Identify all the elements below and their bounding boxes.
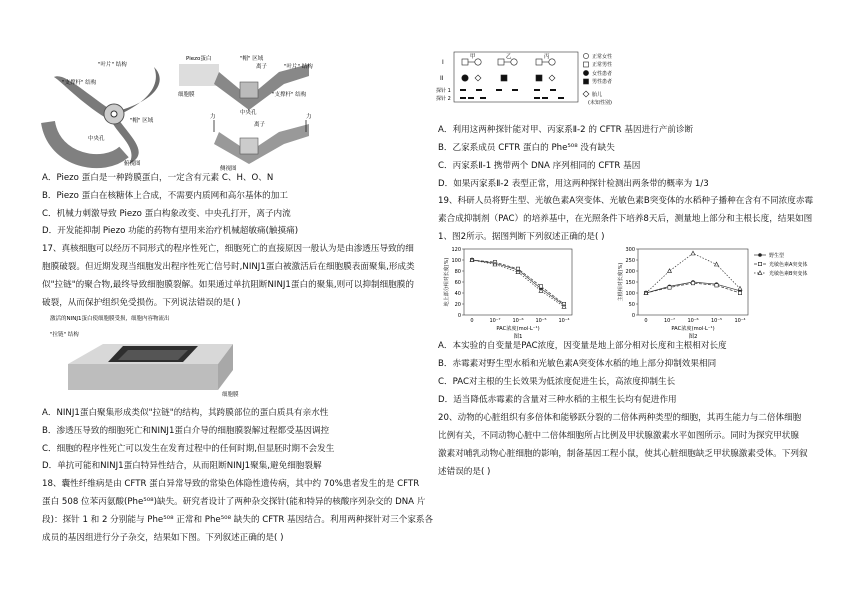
q17-option-a: A．NINJ1蛋白聚集形成类似"拉链"的结构，其跨膜部位的蛋白质具有亲水性: [42, 408, 329, 418]
q20-stem-2: 比例有关，不同动物心脏中二倍体细胞所占比例及甲状腺激素水平如图所示。同时为探究甲状腺: [438, 431, 799, 441]
legend-normal-male: 正常男性: [592, 62, 613, 68]
q17-stem-3: 似"拉链"的聚合物,最终导致细胞膜裂解。如果通过单抗阻断NINJ1蛋白的聚集,则可以抑制细胞膜的: [42, 280, 414, 290]
legend-marker: [758, 253, 762, 257]
legend-normal-female: 正常女性: [592, 54, 613, 60]
fig-label-ion: 离子: [256, 64, 268, 70]
series-line: [472, 260, 564, 305]
q19-stem-2: 素合成抑制剂（PAC）的培养基中，在光照条件下培养8天后，测量地上部分和主根长度，结果如图: [438, 214, 813, 224]
q18-stem-1: 18、囊性纤维病是由 CFTR 蛋白异常导致的常染色体隐性遗传病，其中约 70%患者发生的是 CFTR: [42, 479, 420, 489]
ninj1-membrane-label: 细胞膜: [222, 392, 239, 398]
q17-stem-1: 17、真核细胞可以经历不同形式的程序性死亡，细胞死亡的直接原因一般认为是由渗透压导致的细: [42, 244, 414, 254]
gen-label-1: I: [442, 59, 444, 66]
y-tick-label: 250: [625, 257, 635, 264]
fig-label-hat-top: "帽" 区域: [240, 56, 264, 62]
fig-label-force: 力: [210, 114, 216, 120]
fig-label-leaf2: "叶片" 结构: [284, 64, 313, 70]
chart-title: 图2: [688, 334, 698, 340]
data-point: [539, 285, 542, 288]
q20-stem-3: 激素对哺乳动物心脏细胞的影响，制备基因工程小鼠，使其心脏细胞缺乏甲状腺激素受体。下列叙: [438, 449, 808, 459]
fig-label-topview: 俯视图: [124, 161, 141, 167]
fig-label-pore2: 中央孔: [240, 110, 257, 116]
y-tick-label: 300: [625, 246, 635, 253]
x-tick-label: 10⁻⁶: [687, 318, 699, 324]
family-b: 乙: [506, 54, 512, 60]
x-tick-label: 10⁻⁴: [558, 318, 570, 324]
y-axis-label: 地上部分相对长度(%): [444, 257, 450, 307]
pedigree-figure: [438, 50, 628, 110]
legend-affected-female: 女性患者: [592, 71, 613, 77]
ninj1-zipper-label: "拉链" 结构: [50, 332, 79, 338]
data-point: [691, 281, 694, 284]
x-tick-label: 10⁻⁷: [489, 318, 501, 324]
y-tick-label: 100: [625, 290, 635, 297]
probe-bands: [460, 89, 564, 99]
x-tick-label: 10⁻⁶: [512, 318, 524, 324]
pedigree-gen2: [462, 75, 555, 81]
q18-option-c: C．丙家系Ⅱ-1 携带两个 DNA 序列相同的 CFTR 基因: [438, 161, 641, 171]
piezo-side-view-top: [179, 64, 309, 110]
q18-option-d: D．如果丙家系Ⅱ-2 表型正常，用这两种探针检测出两条带的概率为 1/3: [438, 179, 709, 189]
fig-label-force2: 力: [306, 114, 312, 120]
fig-label-hat: "帽" 区域: [130, 118, 154, 124]
y-tick-label: 40: [454, 290, 461, 297]
data-point: [738, 291, 741, 294]
y-tick-label: 50: [628, 301, 635, 308]
q16-option-a: A．Piezo 蛋白是一种跨膜蛋白，一定含有元素 C、H、O、N: [42, 173, 274, 183]
y-tick-label: 0: [631, 312, 635, 319]
q17-option-c: C．细胞的程序性死亡可以发生在发育过程中的任何时期,但显胚时期不会发生: [42, 444, 335, 454]
legend-entry: 光敏色素B突变体: [769, 270, 808, 277]
x-tick-label: 10⁻⁴: [734, 318, 746, 324]
q17-option-b: B．渗透压导致的细胞死亡和NINJ1蛋白介导的细胞膜裂解过程都受基因调控: [42, 426, 330, 436]
membrane-bilayer: [68, 344, 233, 390]
q18-option-b: B．乙家系成员 CFTR 蛋白的 Phe⁵⁰⁸ 没有缺失: [438, 143, 615, 153]
family-c: 丙: [544, 54, 550, 60]
q19-option-a: A．本实验的自变量是PAC浓度，因变量是地上部分相对长度和主根相对长度: [438, 341, 727, 351]
x-tick-label: 10⁻⁵: [710, 318, 723, 324]
q16-option-c: C．机械力刺激导致 Piezo 蛋白构象改变、中央孔打开，离子内流: [42, 209, 291, 219]
plot-frame: [464, 249, 572, 315]
ninj1-figure: [48, 312, 248, 402]
q19-stem-1: 19、科研人员将野生型、光敏色素A突变体、光敏色素B突变体的水稻种子播种在含有不同浓度赤霉: [438, 196, 814, 206]
q18-stem-3: 段)：探针 1 和 2 分别能与 Phe⁵⁰⁸ 正常和 Phe⁵⁰⁸ 缺失的 CFTR 基因结合。利用两种探针对三个家系各: [42, 515, 434, 525]
gen-label-2: II: [440, 75, 444, 82]
q18-option-a: A．利用这两种探针能对甲、丙家系Ⅱ-2 的 CFTR 基因进行产前诊断: [438, 125, 694, 135]
piezo-figure: [44, 52, 334, 172]
legend-entry: 野生型: [769, 252, 785, 259]
y-tick-label: 80: [454, 268, 461, 275]
legend-fetus: 胎儿: [592, 92, 603, 98]
x-axis-label: PAC浓度(mol·L⁻¹): [671, 326, 715, 332]
fig-label-membrane: 细胞膜: [178, 92, 195, 98]
q17-stem-4: 破裂，从而保护组织免受损伤。下列说法错误的是( ): [42, 298, 241, 308]
y-tick-label: 60: [454, 279, 461, 286]
y-tick-label: 0: [457, 312, 461, 319]
x-tick-label: 0: [470, 318, 474, 324]
y-tick-label: 150: [625, 279, 635, 286]
data-point: [668, 269, 672, 273]
q19-option-c: C．PAC对主根的生长效果为低浓度促进生长，高浓度抑制生长: [438, 377, 676, 387]
x-tick-label: 10⁻⁷: [663, 318, 676, 324]
ninj1-caption: 激活的NINJ1蛋白使细胞膜受损，细胞内容物流出: [50, 316, 170, 322]
probe-2-label: 探针 2: [436, 96, 451, 102]
data-point: [738, 286, 742, 290]
x-axis-label: PAC浓度(mol·L⁻¹): [496, 326, 540, 332]
y-tick-label: 200: [625, 268, 635, 275]
family-a: 甲: [470, 54, 476, 60]
probe-1-label: 探针 1: [436, 88, 451, 94]
q19-option-d: D．适当降低赤霉素的含量对三种水稻的主根生长均有促进作用: [438, 395, 677, 405]
q20-stem-4: 述错误的是( ): [438, 467, 491, 477]
data-point: [691, 251, 695, 255]
fig-label-pore: 中央孔: [88, 136, 105, 142]
series-line: [472, 260, 564, 304]
q18-stem-4: 成员的基因组进行分子杂交，结果如下图。下列叙述正确的是( ): [42, 533, 284, 543]
x-tick-label: 10⁻⁵: [535, 318, 547, 324]
fig-label-lever2: "支撑杆" 结构: [272, 92, 307, 98]
data-point: [668, 286, 671, 289]
q19-option-b: B．赤霉素对野生型水稻和光敏色素A突变体水稻的地上部分抑制效果相同: [438, 359, 717, 369]
fig-label-ion2: 离子: [254, 122, 266, 128]
y-tick-label: 100: [451, 257, 461, 264]
q18-stem-2: 蛋白 508 位苯丙氨酸(Phe⁵⁰⁸)缺失。研究者设计了两种杂交探针(能和特异的核酸序列杂交的 DNA 片: [42, 497, 426, 507]
y-axis-label: 主根相对长度(%): [618, 262, 624, 302]
data-point: [715, 262, 719, 266]
q20-stem-1: 20、动物的心脏组织有多倍体和能够跃分裂的二倍体两种类型的细胞，其再生能力与二倍体细胞: [438, 413, 802, 423]
q19-stem-3: 1、图2所示。据图判断下列叙述正确的是( ): [438, 232, 605, 242]
fig-label-lever: "支撑杆" 结构: [62, 80, 97, 86]
y-tick-label: 120: [451, 246, 461, 253]
q17-stem-2: 胞膜破裂。但近期发现当细胞发出程序性死亡信号时,NINJ1蛋白被激活后在细胞膜表面聚集,形成类: [42, 262, 415, 272]
fig-label-sideview: 侧视图: [220, 166, 237, 172]
fig-label-leaf: "叶片" 结构: [98, 62, 127, 68]
pedigree-legend: [583, 53, 589, 97]
chart-fig2: [616, 243, 828, 339]
q17-option-d: D．单抗可能和NINJ1蛋白特异性结合，从而阻断NINJ1聚集,避免细胞裂解: [42, 461, 322, 471]
legend-entry: 光敏色素A突变体: [769, 261, 808, 268]
legend-unknown-sex: (未知性别): [588, 100, 612, 106]
chart-title: 图1: [513, 334, 523, 340]
data-point: [715, 284, 718, 287]
q16-option-b: B．Piezo 蛋白在核糖体上合成，不需要内质网和高尔基体的加工: [42, 191, 288, 201]
chart-fig1: [442, 243, 582, 339]
x-tick-label: 0: [644, 318, 648, 324]
fig-label-piezo: Piezo蛋白: [186, 56, 212, 62]
q16-option-d: D．开发能抑制 Piezo 功能的药物有望用来治疗机械超敏痛(触摸痛): [42, 226, 299, 236]
legend-marker: [758, 262, 761, 265]
y-tick-label: 20: [454, 301, 461, 308]
legend-affected-male: 男性患者: [592, 79, 613, 85]
